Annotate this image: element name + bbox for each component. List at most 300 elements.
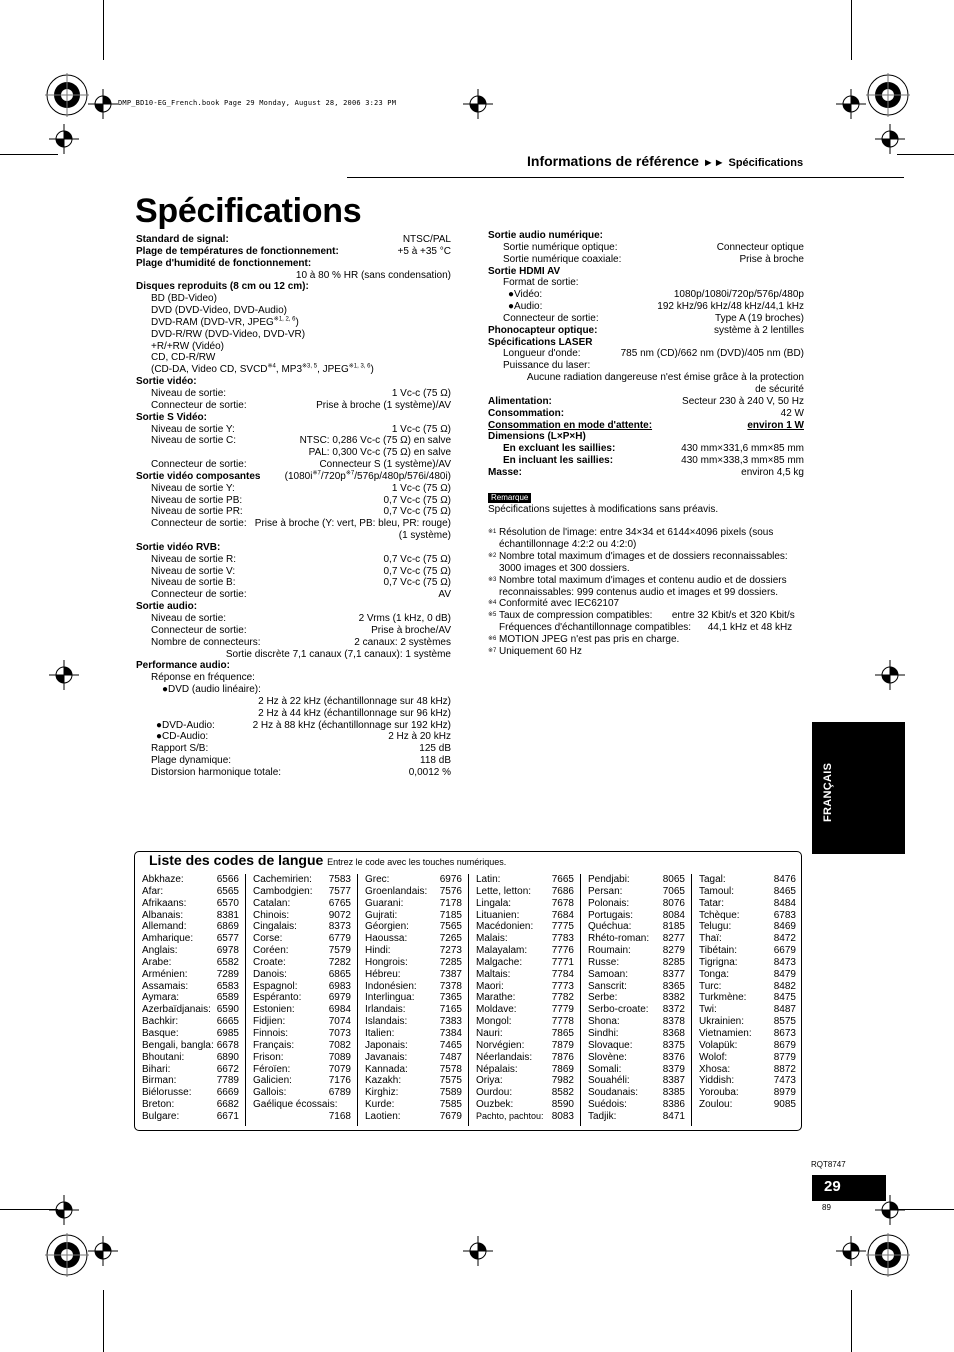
language-code: 8368 (662, 1027, 685, 1039)
language-name: Coréen: (253, 945, 289, 957)
language-name: Souahéli: (588, 1075, 630, 1087)
language-entry (253, 886, 351, 898)
language-code: 7686 (551, 885, 574, 897)
language-code-list (134, 851, 802, 1131)
spec-value: 118 dB (420, 755, 451, 767)
spec-label: Plage de températures de fonctionnement: (136, 245, 339, 257)
spec-value: NTSC/PAL (402, 234, 451, 245)
spec-label: Phonocapteur optique: (488, 324, 598, 336)
spec-value: PAL: 0,300 Vc-c (75 Ω) en salve (308, 447, 451, 459)
spec-label: Connecteur de sortie: (503, 312, 599, 324)
language-code: 7065 (662, 885, 685, 897)
language-name: Shona: (588, 1016, 620, 1028)
language-name: Féroïen: (253, 1063, 291, 1075)
language-code: 7384 (439, 1027, 462, 1039)
language-entry (588, 1040, 685, 1052)
language-name: Hongrois: (365, 956, 408, 968)
spec-label: Rapport S/B: (151, 743, 209, 755)
spec-row (136, 281, 451, 293)
language-entry (699, 1052, 796, 1064)
specs-right-column (488, 230, 804, 658)
language-entry (253, 1052, 351, 1064)
spec-value: 430 mm×331,6 mm×85 mm (681, 443, 804, 455)
spec-label: Disques reproduits (8 cm ou 12 cm): (136, 281, 309, 293)
spec-row (136, 518, 451, 530)
spec-row (136, 459, 451, 471)
language-code: 8375 (662, 1039, 685, 1051)
language-name: Chinois: (253, 909, 290, 921)
language-entry (365, 886, 462, 898)
language-entry (365, 1004, 462, 1016)
spec-label: En excluant les saillies: (503, 443, 616, 455)
spec-row (488, 325, 804, 337)
footnote-text: Conformité avec IEC62107 (499, 598, 620, 610)
footnote-text: Nombre total maximum d'images et contenu audio et de dossiers (499, 574, 787, 586)
footnote-item (488, 551, 804, 563)
spec-label: Niveau de sortie Y: (151, 423, 235, 435)
language-name: Haoussa: (365, 933, 408, 945)
language-code: 7869 (551, 1063, 574, 1075)
spec-value: Prise à broche (1 système)/AV (316, 399, 451, 411)
spec-row (136, 720, 451, 732)
language-entry (253, 1099, 351, 1111)
language-code: 7585 (439, 1099, 462, 1111)
language-name: Russe: (588, 956, 620, 968)
language-entry (476, 1040, 574, 1052)
language-entry (253, 1111, 351, 1123)
spec-row (488, 467, 804, 479)
language-entry (699, 1040, 796, 1052)
language-name: Tchèque: (699, 909, 740, 921)
language-name: Serbo-croate: (588, 1004, 649, 1016)
language-entry (142, 981, 239, 993)
language-name: Irlandais: (365, 1004, 406, 1016)
language-name: Ouzbek: (476, 1099, 514, 1111)
language-code: 7578 (439, 1063, 462, 1075)
spec-value: 1 Vc-c (75 Ω) (391, 482, 451, 494)
spec-label: Niveau de sortie Y: (151, 482, 235, 494)
language-code: 8279 (662, 945, 685, 957)
language-code: 7079 (328, 1063, 351, 1075)
language-code: 8575 (773, 1016, 796, 1028)
spec-value: +5 à +35 °C (397, 245, 451, 257)
language-name: Bulgare: (142, 1110, 180, 1122)
language-name: Thaï: (699, 933, 722, 945)
spec-label: Niveau de sortie: (151, 387, 227, 399)
spec-label: Performance audio: (136, 660, 230, 672)
language-entry (253, 957, 351, 969)
language-entry (142, 910, 239, 922)
language-name: Wolof: (699, 1051, 728, 1063)
language-entry (365, 1028, 462, 1040)
language-code: 8673 (773, 1027, 796, 1039)
language-column (699, 874, 796, 1111)
language-name: Pachto, pachtou: (476, 1110, 544, 1121)
language-name: Espéranto: (253, 992, 302, 1004)
section-title: Informations de référence (527, 153, 699, 169)
language-name: Assamais: (142, 980, 189, 992)
document-code: RQT8747 (811, 1160, 846, 1169)
language-code: 7487 (439, 1051, 462, 1063)
language-code: 7678 (551, 897, 574, 909)
language-code: 7473 (773, 1075, 796, 1087)
language-name: Javanais: (365, 1051, 408, 1063)
remarque-section (488, 486, 804, 504)
spec-value: 0,0012 % (408, 766, 451, 778)
language-code: 7577 (328, 885, 351, 897)
spec-row (488, 443, 804, 455)
language-name: Hindi: (365, 945, 391, 957)
language-name: Serbe: (588, 992, 618, 1004)
spec-label: Nombre de connecteurs: (151, 636, 261, 648)
spec-label: Spécifications LASER (488, 336, 593, 348)
spec-value: 2 Hz à 20 kHz (388, 731, 451, 743)
language-entry (365, 981, 462, 993)
language-name: Ourdou: (476, 1087, 513, 1099)
language-name: Roumain: (588, 945, 631, 957)
spec-label: Niveau de sortie B: (151, 577, 236, 589)
language-entry (142, 1040, 239, 1052)
language-code: 8377 (662, 968, 685, 980)
language-code: 8479 (773, 968, 796, 980)
spec-row (488, 242, 804, 254)
language-entry (588, 1016, 685, 1028)
language-code: 7165 (439, 1004, 462, 1016)
language-name: Tamoul: (699, 885, 735, 897)
language-entry (253, 945, 351, 957)
language-code: 7589 (439, 1087, 462, 1099)
spec-label: Sortie vidéo RVB: (136, 541, 221, 553)
language-column (588, 874, 685, 1123)
spec-label: ●Audio: (508, 301, 543, 313)
footnote-item (488, 527, 804, 539)
spec-label: Niveau de sortie PR: (151, 506, 243, 518)
spec-row (136, 660, 451, 672)
language-name: Moldave: (476, 1004, 517, 1016)
language-name: Portugais: (588, 909, 634, 921)
language-code: 8378 (662, 1016, 685, 1028)
header-divider (347, 177, 904, 178)
language-name: Maltais: (476, 968, 511, 980)
language-entry (699, 933, 796, 945)
language-name: Aymara: (142, 992, 180, 1004)
spec-value: système à 2 lentilles (713, 324, 804, 336)
language-code: 7876 (551, 1051, 574, 1063)
language-code: 7285 (439, 956, 462, 968)
language-name: Volapük: (699, 1039, 738, 1051)
language-entry (365, 1064, 462, 1076)
language-entry (365, 957, 462, 969)
footnote-mark: ※5 (488, 612, 497, 619)
language-name: Allemand: (142, 921, 187, 933)
spec-value: 0,7 Vc-c (75 Ω) (383, 553, 451, 565)
language-name: Azerbaïdjanais: (142, 1004, 211, 1016)
language-name: Bachkir: (142, 1016, 179, 1028)
spec-label: Sortie numérique coaxiale: (503, 253, 622, 265)
language-name: Albanais: (142, 909, 184, 921)
language-entry (142, 1075, 239, 1087)
language-entry (253, 933, 351, 945)
footnote-ref: ※1, 3, 6 (348, 363, 371, 370)
language-name: Cingalais: (253, 921, 297, 933)
language-entry (699, 886, 796, 898)
language-name: Kazakh: (365, 1075, 402, 1087)
language-entry (142, 1111, 239, 1123)
arrows-icon: ►► (702, 157, 725, 169)
language-name: Turc: (699, 980, 722, 992)
spec-row (136, 483, 451, 495)
language-code: 7583 (328, 874, 351, 885)
spec-value: Aucune radiation dangereuse n'est émise grâce à la protection (526, 372, 804, 384)
language-entry (142, 992, 239, 1004)
spec-row (136, 577, 451, 589)
language-code: 7176 (328, 1075, 351, 1087)
column-divider (245, 874, 246, 1126)
language-entry (142, 933, 239, 945)
language-code: 6672 (216, 1063, 239, 1075)
language-entry (476, 1064, 574, 1076)
language-entry (588, 1052, 685, 1064)
language-entry (699, 945, 796, 957)
language-code: 7073 (328, 1027, 351, 1039)
spec-row (136, 743, 451, 755)
footnote-text: Taux de compression compatibles: entre 32 Kbit/s et 320 Kbit/s (499, 610, 795, 622)
language-name: Amharique: (142, 933, 194, 945)
language-name: Estonien: (253, 1004, 295, 1016)
language-name: Turkmène: (699, 992, 747, 1004)
footnote-ref: ※1, 2, 6 (273, 316, 296, 323)
footnote-item (488, 575, 804, 587)
language-name: Xhosa: (699, 1063, 731, 1075)
language-entry (476, 886, 574, 898)
spec-label: Niveau de sortie C: (151, 435, 237, 447)
spec-value: Prise à broche (Y: vert, PB: bleu, PR: rouge) (254, 518, 451, 530)
footnote-ref: ※3, 5 (302, 363, 318, 370)
spec-value: NTSC: 0,286 Vc-c (75 Ω) en salve (299, 435, 451, 447)
spec-label: Plage d'humidité de fonctionnement: (136, 257, 312, 269)
language-code: 6979 (328, 992, 351, 1004)
language-entry (365, 874, 462, 886)
spec-row (136, 506, 451, 518)
footnote-mark: ※6 (488, 636, 497, 642)
crop-line (103, 1290, 104, 1352)
language-name: Kirghiz: (365, 1087, 399, 1099)
language-entry (476, 981, 574, 993)
disc-text: , JPEG (317, 364, 349, 376)
language-name: Géorgien: (365, 921, 409, 933)
language-entry (588, 969, 685, 981)
language-name: Biélorusse: (142, 1087, 192, 1099)
language-entry (476, 1052, 574, 1064)
language-name: Kannada: (365, 1063, 408, 1075)
language-code: 8076 (662, 897, 685, 909)
spec-value: 0,7 Vc-c (75 Ω) (383, 494, 451, 506)
spec-value: 2 canaux: 2 systèmes (354, 636, 451, 648)
language-code: 7684 (551, 909, 574, 921)
footnote-item (488, 610, 804, 622)
language-name: Abkhaze: (142, 874, 184, 885)
crop-line (0, 154, 58, 155)
language-code: 6671 (216, 1110, 239, 1122)
language-code: 8482 (773, 980, 796, 992)
language-name: Tigrigna: (699, 956, 738, 968)
language-code: 8372 (662, 1004, 685, 1016)
language-name: Danois: (253, 968, 287, 980)
language-entry (365, 969, 462, 981)
footnote-text: Uniquement 60 Hz (499, 645, 582, 657)
spec-row (136, 435, 451, 447)
language-name: Ukrainien: (699, 1016, 745, 1028)
language-entry (588, 1099, 685, 1111)
section-subtitle: Spécifications (728, 157, 804, 169)
spec-row (488, 301, 804, 313)
language-entry (476, 898, 574, 910)
language-code: 6783 (773, 909, 796, 921)
language-name: Suédois: (588, 1099, 627, 1111)
language-code: 8379 (662, 1063, 685, 1075)
language-name: Bengali, bangla: (142, 1039, 214, 1051)
language-entry (142, 1004, 239, 1016)
language-name: Samoan: (588, 968, 629, 980)
language-name: Slovaque: (588, 1039, 633, 1051)
language-code: 7771 (551, 956, 574, 968)
spec-label: Sortie vidéo: (136, 376, 197, 388)
language-name: Corse: (253, 933, 283, 945)
language-name: Galicien: (253, 1075, 292, 1087)
language-code: 6582 (216, 956, 239, 968)
spec-value: 192 kHz/96 kHz/48 kHz/44,1 kHz (657, 301, 804, 313)
language-entry (365, 945, 462, 957)
language-name: Latin: (476, 874, 501, 885)
language-entry (476, 1087, 574, 1099)
book-info: DMP_BD10-EG_French.book Page 29 Monday, August 28, 2006 3:23 PM (118, 99, 397, 107)
language-entry (699, 992, 796, 1004)
disc-item: CD, CD-R/RW (151, 352, 216, 364)
spec-row (136, 246, 451, 258)
language-entry (365, 910, 462, 922)
language-name: Nauri: (476, 1027, 503, 1039)
language-code: 7776 (551, 945, 574, 957)
disc-text: DVD-RAM (DVD-VR, JPEG (151, 316, 274, 328)
language-entry (142, 1052, 239, 1064)
spec-label: Consommation: (488, 407, 565, 419)
language-name: Islandais: (365, 1016, 408, 1028)
language-name: Laotien: (365, 1110, 401, 1122)
language-name: Grec: (365, 874, 390, 885)
language-column (476, 874, 574, 1123)
language-entry (476, 945, 574, 957)
language-entry (699, 921, 796, 933)
language-code: 6566 (216, 874, 239, 885)
language-name: Tonga: (699, 968, 730, 980)
language-entry (699, 969, 796, 981)
spec-row (136, 589, 451, 601)
language-entry (588, 957, 685, 969)
language-entry (365, 992, 462, 1004)
spec-label: Connecteur de sortie: (151, 589, 247, 601)
spec-label: Connecteur de sortie: (151, 399, 247, 411)
language-code: 7178 (439, 897, 462, 909)
language-code: 8487 (773, 1004, 796, 1016)
spec-label: Standard de signal: (136, 234, 229, 245)
spec-row (136, 424, 451, 436)
language-name: Groenlandais: (365, 885, 428, 897)
spec-row (488, 266, 804, 278)
spec-row (136, 625, 451, 637)
footnote-mark: ※1 (488, 529, 497, 536)
language-code: 7865 (551, 1027, 574, 1039)
language-entry (365, 1099, 462, 1111)
language-entry (253, 874, 351, 886)
language-name: Lette, letton: (476, 885, 532, 897)
language-name: Marathe: (476, 992, 516, 1004)
language-name: Basque: (142, 1027, 179, 1039)
crop-line (897, 154, 954, 155)
spec-value-part: /576p/480p/576i/480i) (354, 470, 451, 482)
language-entry (476, 1099, 574, 1111)
footnote-item (488, 634, 804, 646)
remarque-text: Spécifications sujettes à modifications sans préavis. (488, 503, 719, 515)
spec-value: Prise à broche (739, 253, 804, 265)
spec-label: ●Vidéo: (508, 289, 543, 301)
language-entry (253, 910, 351, 922)
sequence-number: 89 (822, 1203, 831, 1212)
language-code: 8083 (551, 1110, 574, 1122)
language-entry (699, 1028, 796, 1040)
language-name: Sindhi: (588, 1027, 619, 1039)
column-divider (691, 874, 692, 1126)
language-list-heading: Liste des codes de langue (149, 852, 324, 868)
language-code: 7089 (328, 1051, 351, 1063)
crop-line (897, 1209, 954, 1210)
language-name: Afar: (142, 885, 164, 897)
footnote-mark: ※4 (488, 600, 497, 607)
spec-value: 785 nm (CD)/662 nm (DVD)/405 nm (BD) (620, 348, 804, 360)
language-name: Twi: (699, 1004, 717, 1016)
language-code: 8582 (551, 1087, 574, 1099)
language-code: 6976 (439, 874, 462, 885)
language-column (253, 874, 351, 1123)
footnote-item (488, 646, 804, 658)
language-code: 6678 (216, 1039, 239, 1051)
spec-row (488, 313, 804, 325)
footnote-text: 3000 images et 300 dossiers. (499, 562, 630, 574)
spec-row (136, 755, 451, 767)
language-name: Cambodgien: (253, 885, 313, 897)
language-name: Tatar: (699, 897, 725, 909)
language-name: Yiddish: (699, 1075, 735, 1087)
language-code: 8484 (773, 897, 796, 909)
language-code: 7273 (439, 945, 462, 957)
spec-row (488, 230, 804, 242)
language-entry (588, 933, 685, 945)
language-code: 7784 (551, 968, 574, 980)
spec-row (136, 566, 451, 578)
column-divider (357, 874, 358, 1126)
spec-value: 10 à 80 % HR (sans condensation) (295, 269, 451, 281)
language-code: 7185 (439, 909, 462, 921)
spec-value: Secteur 230 à 240 V, 50 Hz (682, 395, 804, 407)
language-code: 7387 (439, 968, 462, 980)
language-entry (365, 933, 462, 945)
spec-label: ●DVD-Audio: (156, 719, 215, 731)
language-code: 7775 (551, 921, 574, 933)
spec-value: Connecteur optique (716, 241, 804, 253)
language-code: 7779 (551, 1004, 574, 1016)
spec-row (136, 601, 451, 613)
language-code: 7773 (551, 980, 574, 992)
language-entry (365, 1052, 462, 1064)
